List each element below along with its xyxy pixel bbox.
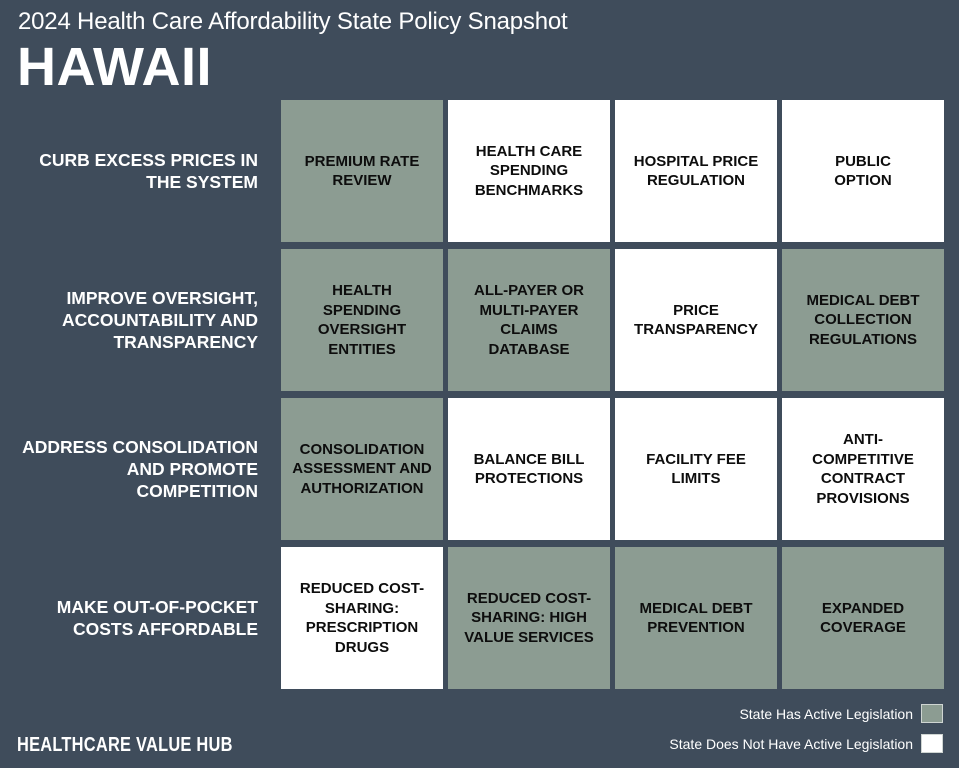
row-label-oversight: IMPROVE OVERSIGHT, ACCOUNTABILITY AND TRANSPARENCY (61, 288, 258, 352)
policy-cell: EXPANDED COVERAGE (782, 547, 944, 689)
row-label-consolidation: ADDRESS CONSOLIDATION AND PROMOTE COMPETITION (22, 437, 258, 501)
report-subtitle: 2024 Health Care Affordability State Policy Snapshot (18, 8, 568, 35)
policy-cell: REDUCED COST-SHARING: HIGH VALUE SERVICES (448, 547, 610, 689)
policy-cell: HOSPITAL PRICE REGULATION (615, 100, 777, 242)
legend-inactive (669, 734, 943, 753)
policy-cell: MEDICAL DEBT COLLECTION REGULATIONS (782, 249, 944, 391)
row-label-out-of-pocket: MAKE OUT-OF-POCKET COSTS AFFORDABLE (56, 597, 258, 639)
policy-cell: ANTI-COMPETITIVE CONTRACT PROVISIONS (782, 398, 944, 540)
legend-active-swatch (921, 704, 943, 723)
policy-cell: HEALTH SPENDING OVERSIGHT ENTITIES (281, 249, 443, 391)
legend-active-label: State Has Active Legislation (739, 705, 913, 722)
policy-cell: FACILITY FEE LIMITS (615, 398, 777, 540)
legend-active (739, 704, 943, 723)
healthcare-value-hub-logo: HEALTHCARE VALUE HUB (17, 734, 233, 756)
state-title: HAWAII (17, 37, 213, 97)
policy-cell: ALL-PAYER OR MULTI-PAYER CLAIMS DATABASE (448, 249, 610, 391)
row-label-curb-prices: CURB EXCESS PRICES IN THE SYSTEM (39, 150, 258, 192)
legend-inactive-label: State Does Not Have Active Legislation (669, 735, 913, 752)
policy-cell: PREMIUM RATE REVIEW (281, 100, 443, 242)
policy-cell: BALANCE BILL PROTECTIONS (448, 398, 610, 540)
legend-inactive-swatch (921, 734, 943, 753)
policy-cell: CONSOLIDATION ASSESSMENT AND AUTHORIZATION (281, 398, 443, 540)
policy-grid (281, 100, 944, 689)
policy-cell: PRICE TRANSPARENCY (615, 249, 777, 391)
policy-cell: REDUCED COST-SHARING: PRESCRIPTION DRUGS (281, 547, 443, 689)
policy-cell: MEDICAL DEBT PREVENTION (615, 547, 777, 689)
policy-cell: HEALTH CARE SPENDING BENCHMARKS (448, 100, 610, 242)
policy-cell: PUBLIC OPTION (782, 100, 944, 242)
